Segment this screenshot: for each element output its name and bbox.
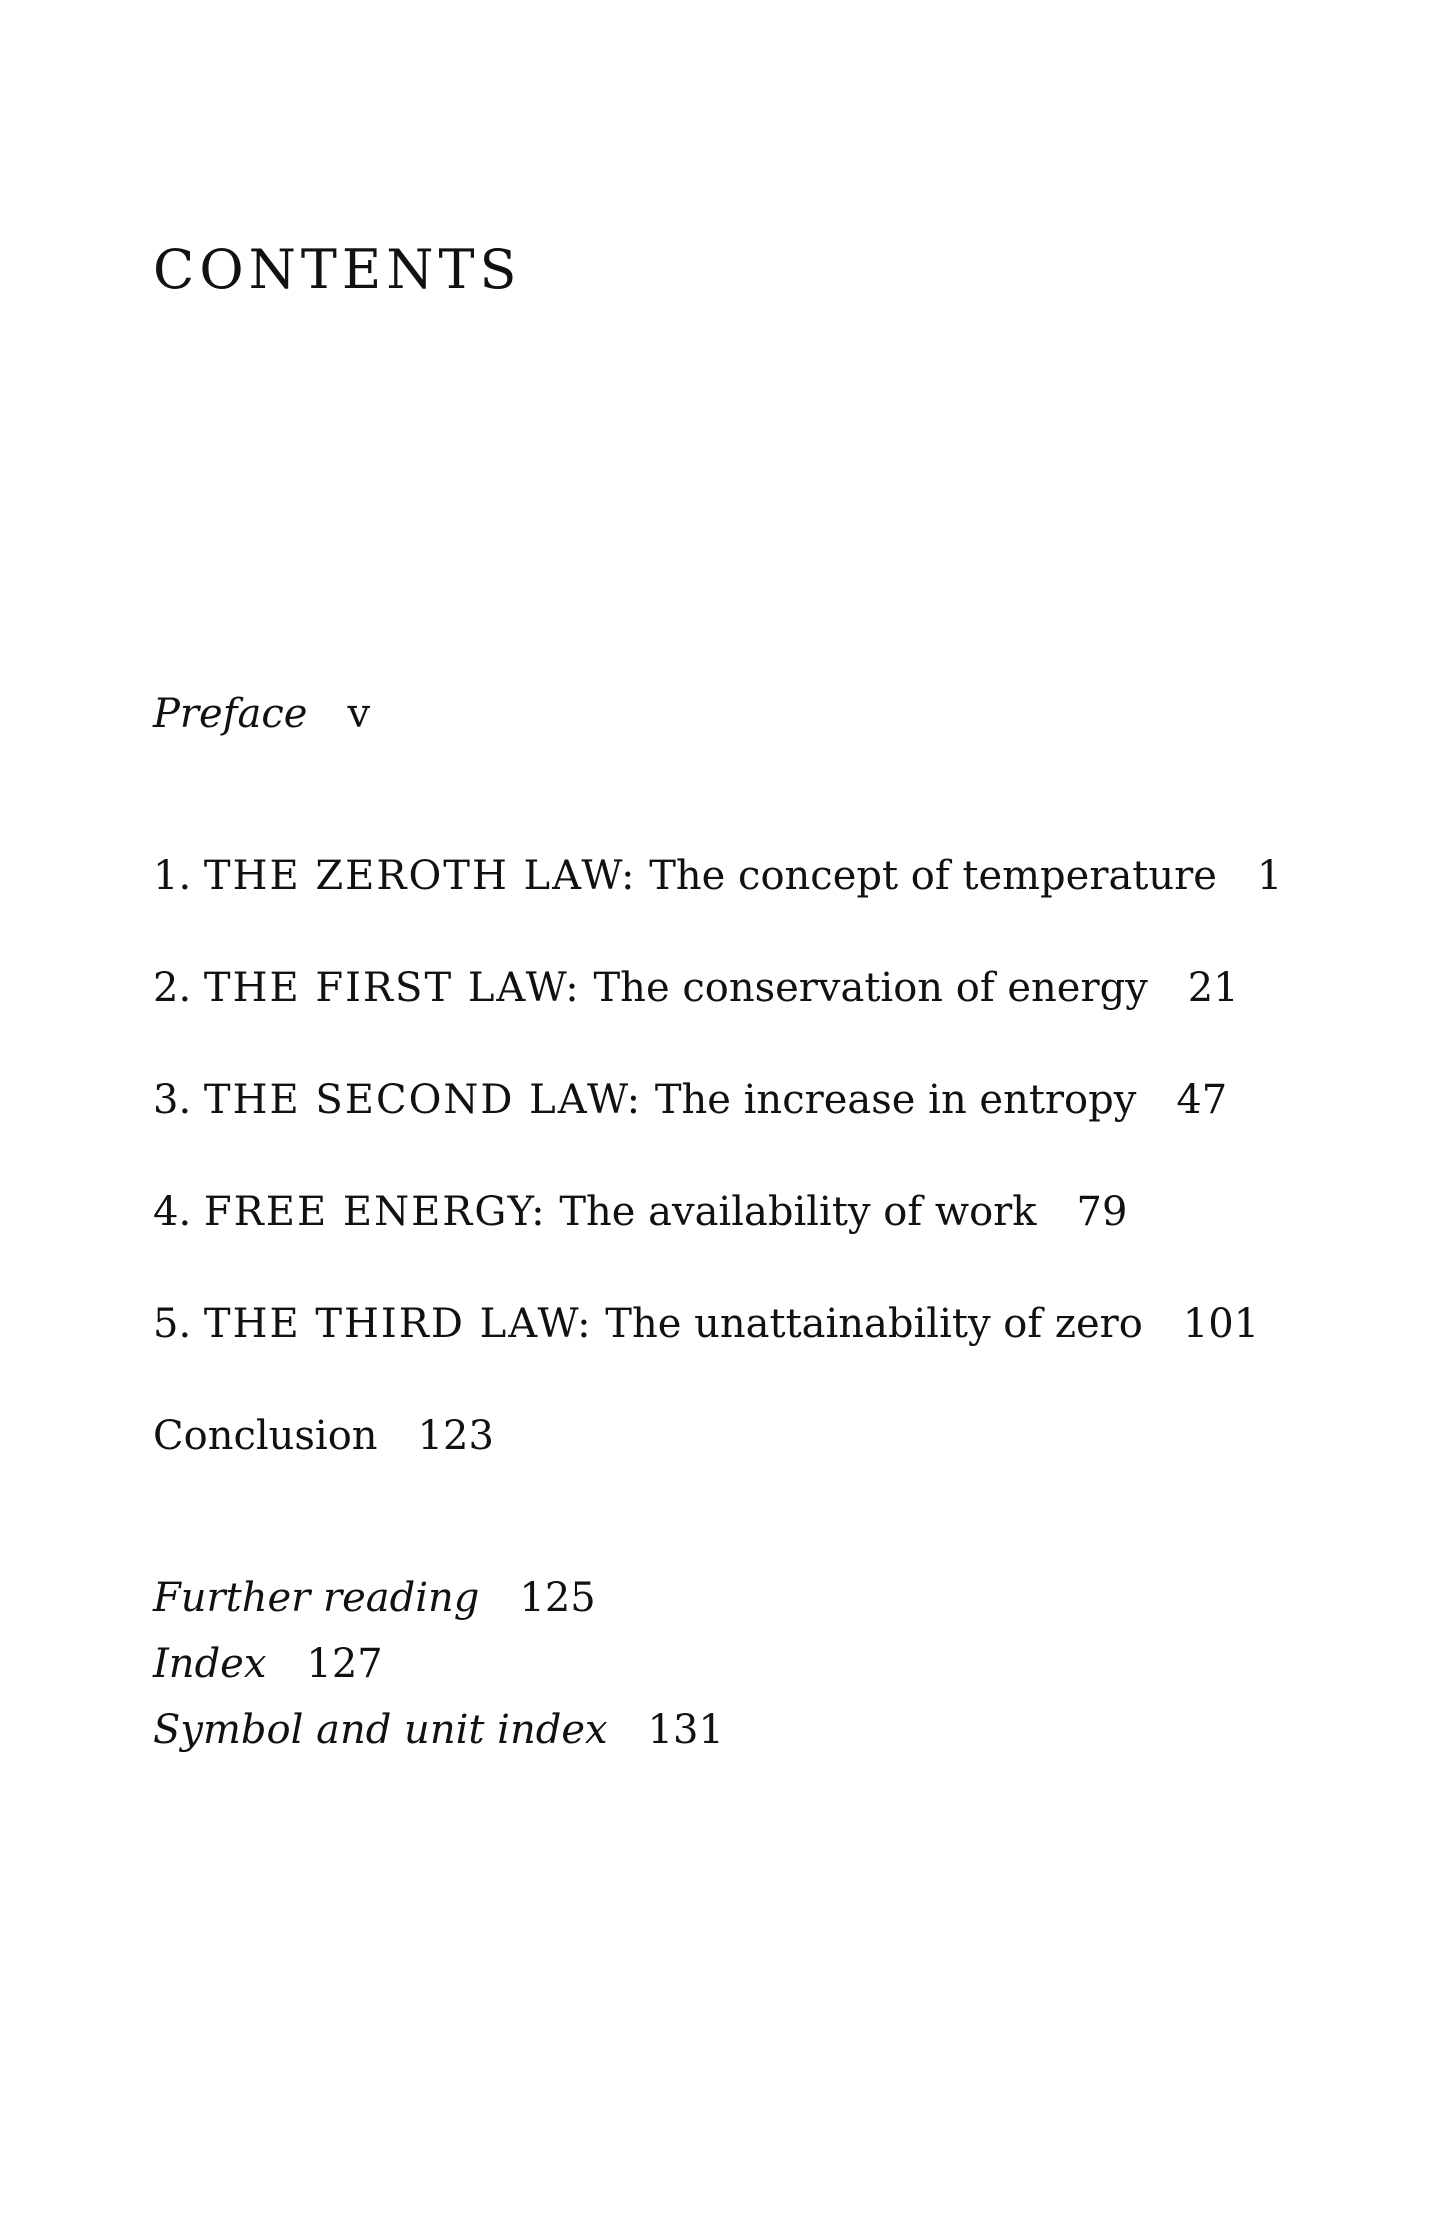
toc-chapter-subtitle: The concept of temperature <box>649 853 1217 899</box>
toc-chapter-label: THE ZEROTH LAW: <box>203 853 637 899</box>
toc-entry-label: Conclusion <box>153 1413 378 1459</box>
toc-chapter-number: 3. <box>153 1077 192 1123</box>
toc-entry-page: 47 <box>1176 1077 1228 1123</box>
toc-chapter-number: 4. <box>153 1189 192 1235</box>
toc-entry-page: 79 <box>1076 1189 1128 1235</box>
toc-chapter-number: 5. <box>153 1301 192 1347</box>
toc-entry-page: 101 <box>1182 1301 1260 1347</box>
toc-entry-page: 127 <box>306 1641 383 1687</box>
toc-entry-page: 125 <box>519 1575 596 1621</box>
toc-entry-chapter-1[interactable] <box>153 852 1282 900</box>
toc-entry-page: v <box>347 691 371 737</box>
toc-entry-symbol-index[interactable] <box>153 1706 724 1754</box>
toc-entry-index[interactable] <box>153 1640 383 1688</box>
toc-chapter-number: 2. <box>153 965 192 1011</box>
toc-chapter-subtitle: The increase in entropy <box>654 1077 1137 1123</box>
toc-entry-page: 21 <box>1187 965 1239 1011</box>
toc-chapter-label: THE SECOND LAW: <box>203 1077 643 1123</box>
page-title: CONTENTS <box>153 238 522 301</box>
toc-entry-label: Index <box>153 1641 267 1687</box>
toc-entry-page: 123 <box>417 1413 494 1459</box>
toc-chapter-label: THE THIRD LAW: <box>203 1301 593 1347</box>
toc-entry-page: 1 <box>1256 853 1283 899</box>
toc-chapter-number: 1. <box>153 853 192 899</box>
toc-chapter-subtitle: The availability of work <box>559 1189 1037 1235</box>
toc-entry-further-reading[interactable] <box>153 1574 596 1622</box>
toc-entry-preface[interactable] <box>153 690 370 738</box>
toc-chapter-label: FREE ENERGY: <box>203 1189 547 1235</box>
toc-entry-label: Symbol and unit index <box>153 1707 608 1753</box>
toc-chapter-label: THE FIRST LAW: <box>203 965 581 1011</box>
toc-entry-chapter-4[interactable] <box>153 1188 1127 1236</box>
toc-entry-chapter-2[interactable] <box>153 964 1239 1012</box>
toc-chapter-subtitle: The unattainability of zero <box>605 1301 1143 1347</box>
toc-entry-page: 131 <box>647 1707 724 1753</box>
toc-entry-label: Further reading <box>153 1575 480 1621</box>
toc-chapter-subtitle: The conservation of energy <box>593 965 1148 1011</box>
toc-entry-label: Preface <box>153 691 308 737</box>
toc-entry-conclusion[interactable] <box>153 1412 494 1460</box>
toc-entry-chapter-5[interactable] <box>153 1300 1259 1348</box>
toc-entry-chapter-3[interactable] <box>153 1076 1227 1124</box>
